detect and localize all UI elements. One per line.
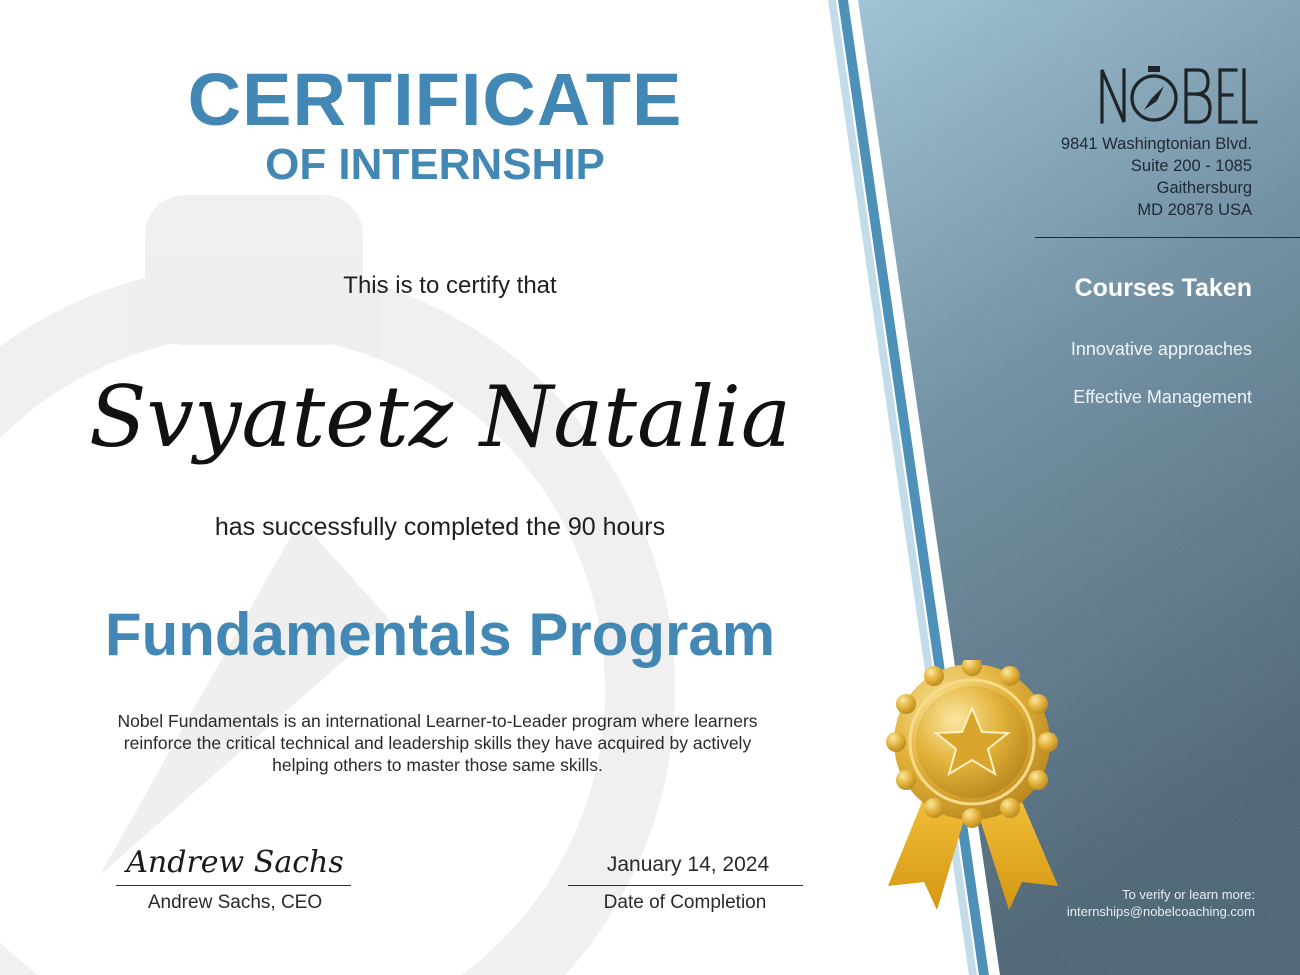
recipient-name: Svyatetz Natalia	[89, 368, 791, 466]
courses-title: Courses Taken	[1074, 274, 1252, 302]
sidebar-divider	[1035, 237, 1300, 238]
program-description: Nobel Fundamentals is an international Learner-to-Leader program where learners reinforce the critical technical and leadership skills they have acquired by actively helping others to master those same skills.	[117, 711, 758, 775]
gold-star-seal-icon	[882, 660, 1062, 915]
course-item: Innovative approaches	[1070, 339, 1252, 359]
date-label: Date of Completion	[603, 892, 767, 913]
ceo-signature: Andrew Sachs	[126, 845, 344, 880]
address-block	[1000, 133, 1252, 221]
signer-name: Andrew Sachs, CEO	[147, 892, 323, 913]
verify-email[interactable]: internships@nobelcoaching.com	[1066, 904, 1255, 919]
address-line: 9841 Washingtonian Blvd.	[1060, 135, 1252, 153]
address-line: Gaithersburg	[1156, 179, 1252, 197]
date-line	[568, 885, 803, 886]
compass-logo-icon	[1098, 62, 1258, 126]
completion-text: has successfully completed the 90 hours	[214, 513, 666, 541]
verify-label: To verify or learn more:	[1122, 887, 1255, 902]
address-line: Suite 200 - 1085	[1130, 157, 1252, 175]
program-name: Fundamentals Program	[104, 601, 776, 668]
completion-date: January 14, 2024	[606, 853, 770, 876]
signature-line	[116, 885, 351, 886]
course-item: Effective Management	[1073, 387, 1252, 407]
certify-text: This is to certify that	[343, 272, 557, 299]
address-line: MD 20878 USA	[1137, 201, 1252, 219]
verify-block	[990, 886, 1255, 920]
certificate-title: CERTIFICATE	[187, 58, 683, 141]
certificate-subtitle: OF INTERNSHIP	[265, 140, 605, 189]
